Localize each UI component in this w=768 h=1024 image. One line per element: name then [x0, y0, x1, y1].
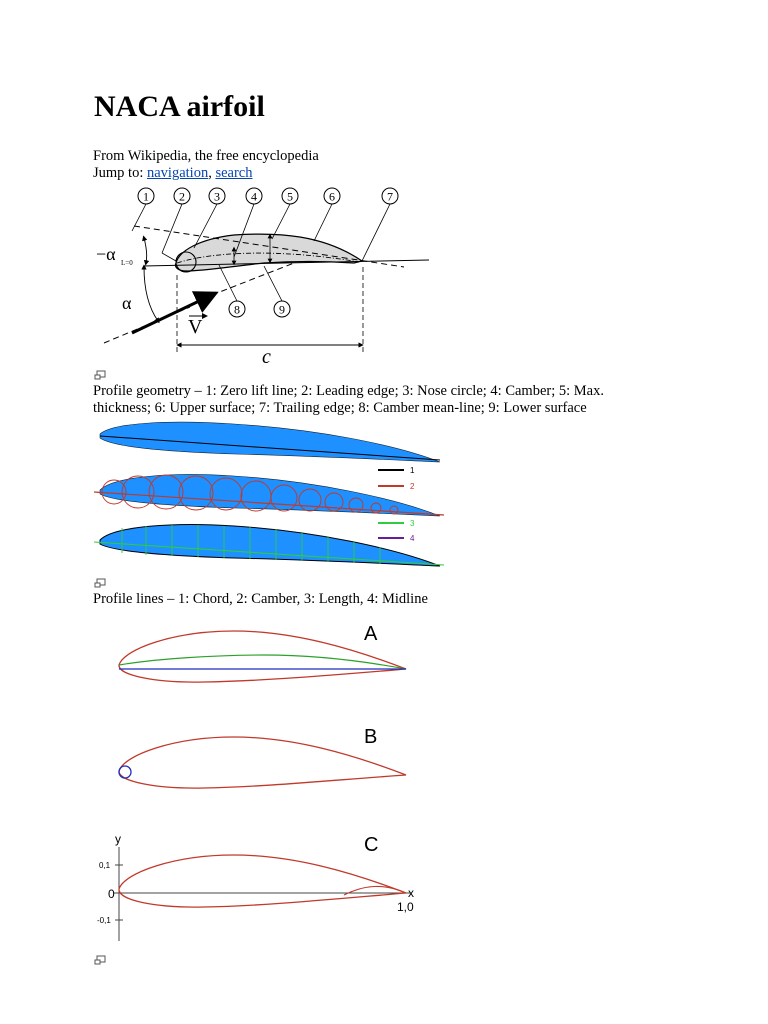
airfoil-shape — [175, 234, 362, 271]
navigation-link[interactable]: navigation — [146, 165, 209, 181]
legend-1: 1 — [410, 466, 415, 475]
num-9: 9 — [279, 302, 285, 317]
chord-label: c — [262, 346, 271, 365]
y-axis-label: y — [115, 832, 121, 846]
num-7: 7 — [387, 189, 393, 204]
velocity-label: V — [188, 316, 203, 338]
airfoil-midline — [94, 525, 444, 566]
page-title: NACA airfoil — [94, 90, 265, 123]
label-b: B — [364, 726, 378, 748]
tick-x-1-0: 1,0 — [397, 900, 414, 914]
airfoil-abc-diagram[interactable] — [94, 615, 424, 945]
label-a: A — [364, 623, 378, 645]
profile-geometry-diagram[interactable] — [94, 183, 434, 365]
profile-lines-diagram[interactable] — [94, 420, 446, 568]
num-circle-2 — [174, 188, 190, 204]
alpha-zero-label: −α — [96, 244, 116, 264]
num-5: 5 — [287, 189, 293, 204]
magnify-icon[interactable] — [94, 578, 106, 588]
source-line: From Wikipedia, the free encyclopedia — [93, 148, 319, 164]
num-circle-7 — [382, 188, 398, 204]
caption-profile-lines: Profile lines – 1: Chord, 2: Camber, 3: Length, 4: Midline — [93, 591, 428, 607]
label-c: C — [364, 834, 379, 856]
num-circle-6 — [324, 188, 340, 204]
tick-0: 0 — [108, 887, 115, 901]
num-circle-1 — [138, 188, 154, 204]
tick-0-1: 0,1 — [99, 861, 111, 870]
tick-minus-0-1: -0,1 — [97, 916, 111, 925]
alpha-label: α — [122, 293, 132, 313]
num-4: 4 — [251, 189, 257, 204]
legend-3: 3 — [410, 519, 415, 528]
num-circle-4 — [246, 188, 262, 204]
search-link[interactable]: search — [215, 165, 253, 181]
x-axis-label: x — [408, 886, 414, 900]
caption-profile-geometry-line1: Profile geometry – 1: Zero lift line; 2: Leading edge; 3: Nose circle; 4: Camber; 5: Max. — [93, 383, 604, 399]
airfoil-b — [119, 726, 406, 788]
magnify-icon[interactable] — [94, 370, 106, 380]
num-8: 8 — [234, 302, 240, 317]
jump-prefix: Jump to: — [93, 165, 147, 181]
velocity-arrow — [132, 293, 216, 333]
num-circle-8 — [229, 301, 245, 317]
alpha-zero-subscript: L=0 — [121, 259, 133, 267]
num-1: 1 — [143, 189, 149, 204]
airfoil-camber — [94, 475, 444, 516]
legend-2: 2 — [410, 482, 415, 491]
magnify-icon[interactable] — [94, 955, 106, 965]
num-2: 2 — [179, 189, 185, 204]
jump-to-line — [93, 165, 252, 182]
num-circle-9 — [274, 301, 290, 317]
jump-sep: , — [208, 165, 216, 181]
legend-4: 4 — [410, 534, 415, 543]
airfoil-a — [119, 623, 406, 682]
num-3: 3 — [214, 189, 220, 204]
airfoil-c — [97, 832, 414, 941]
num-circle-5 — [282, 188, 298, 204]
num-circle-3 — [209, 188, 225, 204]
caption-profile-geometry-line2: thickness; 6: Upper surface; 7: Trailing edge; 8: Camber mean-line; 9: Lower surface — [93, 400, 587, 416]
num-6: 6 — [329, 189, 335, 204]
